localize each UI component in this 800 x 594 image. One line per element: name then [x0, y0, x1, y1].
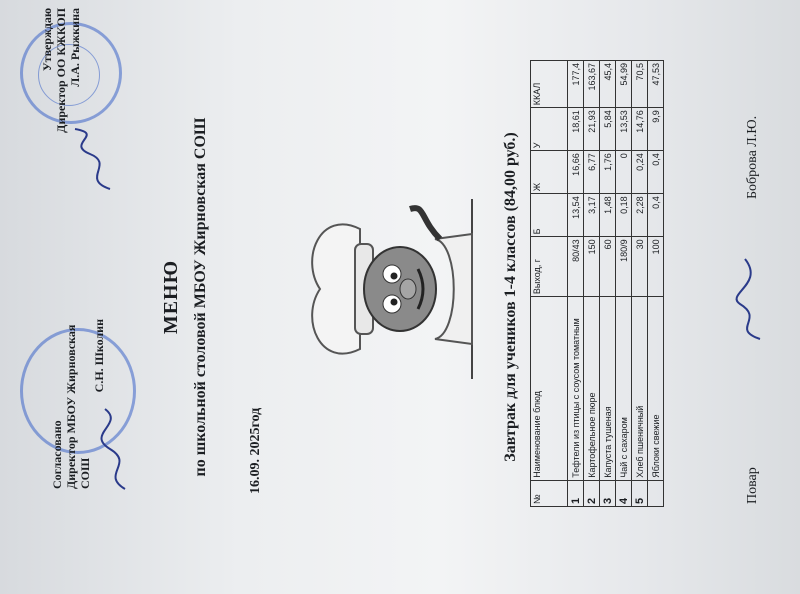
- row-proteins: 13,54: [568, 194, 584, 237]
- row-fats: 1,76: [600, 151, 616, 194]
- table-row: [600, 61, 616, 507]
- row-number: 1: [568, 480, 584, 506]
- cook-signature: [725, 254, 770, 344]
- header-number: №: [531, 480, 568, 506]
- cook-name: Боброва Л.Ю.: [745, 115, 760, 199]
- row-carbs: 18,61: [568, 108, 584, 151]
- row-fats: 0: [616, 151, 632, 194]
- row-proteins: 0,18: [616, 194, 632, 237]
- row-proteins: 0,4: [648, 194, 664, 237]
- row-carbs: 9,9: [648, 108, 664, 151]
- agreement-line1: Согласовано: [50, 420, 64, 489]
- row-kcal: 54,99: [616, 61, 632, 108]
- row-number: 5: [632, 480, 648, 506]
- table-header-row: [531, 61, 568, 507]
- row-carbs: 21,93: [584, 108, 600, 151]
- table-row: [632, 61, 648, 507]
- row-yield: 30: [632, 237, 648, 297]
- row-kcal: 163,67: [584, 61, 600, 108]
- row-dish: Яблоки свежие: [648, 297, 664, 481]
- approver-signature: [70, 124, 120, 194]
- menu-subtitle: по школьной столовой МБОУ Жирновская СОШ: [192, 117, 209, 477]
- menu-table: [530, 60, 664, 507]
- row-number: 2: [584, 480, 600, 506]
- row-dish: Картофельное пюре: [584, 297, 600, 481]
- approval-line3: Л.А. Рыжкина: [68, 8, 82, 87]
- cook-label: Повар: [745, 467, 760, 504]
- table-row: [648, 61, 664, 507]
- row-yield: 60: [600, 237, 616, 297]
- row-carbs: 14,76: [632, 108, 648, 151]
- header-kcal: ККАЛ: [531, 61, 568, 108]
- director-signature: [95, 404, 135, 494]
- row-proteins: 2,28: [632, 194, 648, 237]
- row-number: 4: [616, 480, 632, 506]
- header-yield: Выход, г: [531, 237, 568, 297]
- row-number: [648, 480, 664, 506]
- row-dish: Капуста тушеная: [600, 297, 616, 481]
- row-dish: Хлеб пшеничный: [632, 297, 648, 481]
- header-proteins: Б: [531, 194, 568, 237]
- row-fats: 16,66: [568, 151, 584, 194]
- header-dish: Наименование блюд: [531, 297, 568, 481]
- row-carbs: 13,53: [616, 108, 632, 151]
- row-number: 3: [600, 480, 616, 506]
- table-row: [584, 61, 600, 507]
- row-dish: Чай с сахаром: [616, 297, 632, 481]
- row-fats: 0,24: [632, 151, 648, 194]
- row-yield: 150: [584, 237, 600, 297]
- row-kcal: 47,53: [648, 61, 664, 108]
- row-yield: 180/9: [616, 237, 632, 297]
- header-carbs: У: [531, 108, 568, 151]
- row-yield: 80/43: [568, 237, 584, 297]
- menu-title: МЕНЮ: [160, 259, 182, 335]
- header-fats: Ж: [531, 151, 568, 194]
- approval-line1: Утверждаю: [40, 8, 54, 72]
- table-row: [616, 61, 632, 507]
- row-fats: 0,4: [648, 151, 664, 194]
- row-kcal: 177,4: [568, 61, 584, 108]
- meal-title: Завтрак для учеников 1-4 классов (84,00 руб.): [502, 132, 519, 462]
- row-proteins: 1,48: [600, 194, 616, 237]
- approval-line2: Директор ОО КЖКОП: [54, 8, 68, 133]
- row-kcal: 45,4: [600, 61, 616, 108]
- menu-date: 16.09. 2025год: [248, 407, 263, 494]
- row-kcal: 70,5: [632, 61, 648, 108]
- row-yield: 100: [648, 237, 664, 297]
- row-proteins: 3,17: [584, 194, 600, 237]
- agreement-line3: С.Н. Школин: [92, 319, 106, 393]
- chef-mascot-illustration: [300, 189, 480, 389]
- row-dish: Тефтели из птицы с соусом томатным: [568, 297, 584, 481]
- row-fats: 6,77: [584, 151, 600, 194]
- table-row: [568, 61, 584, 507]
- row-carbs: 5,84: [600, 108, 616, 151]
- agreement-line2: Директор МБОУ Жирновская СОШ: [64, 324, 92, 489]
